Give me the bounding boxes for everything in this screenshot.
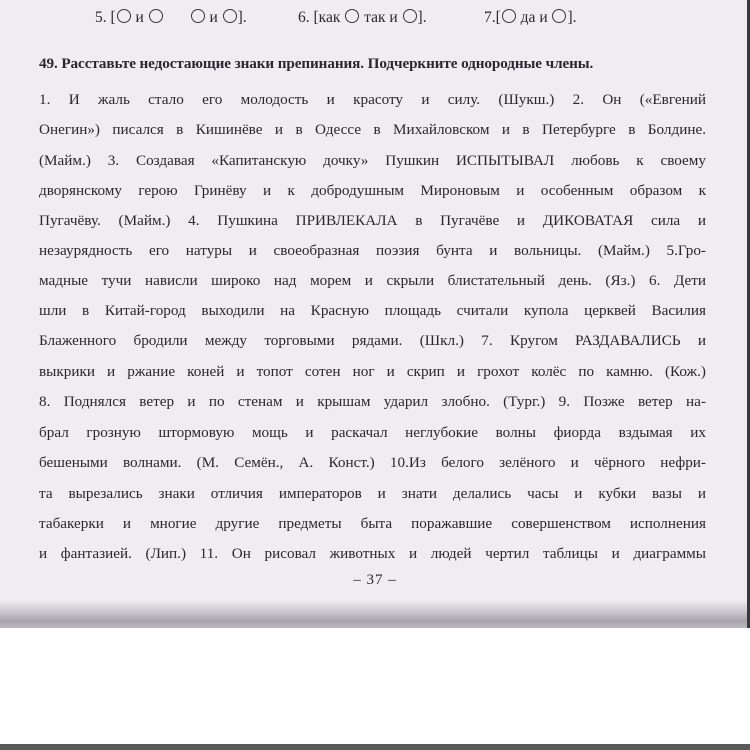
text-line: (Майм.) 3. Создавая «Капитанскую дочку» Пушкин ИСПЫТЫВАЛ любовь к своему	[39, 152, 706, 169]
scheme-7: 7.[ да и ].	[484, 9, 577, 26]
task-title: 49. Расставьте недостающие знаки препинания. Подчеркните однородные члены.	[39, 55, 594, 72]
scheme-5: 5. [ и и ].	[95, 9, 247, 26]
page-number: – 37 –	[353, 572, 397, 588]
text-line: выкрики и ржание коней и топот сотен ног и скрип и грохот колёс по камню. (Кож.)	[39, 363, 706, 380]
text-line: табакерки и многие другие предметы быта поражавшие совершенством исполнения	[39, 515, 706, 532]
page-shadow	[0, 600, 750, 628]
circle-icon	[403, 9, 417, 23]
text-line: Блаженного бродили между торговыми рядами. (Шкл.) 7. Кругом РАЗДАВАЛИСЬ и	[39, 332, 706, 349]
text-line: незаурядность его натуры и своеобразная поэзия бунта и вольницы. (Майм.) 5.Гро-	[39, 242, 706, 259]
text-line: бешеными волнами. (М. Семён., А. Конст.) 10.Из белого зелёного и чёрного нефри-	[39, 454, 706, 471]
text-line: дворянскому герою Гринёву и к добродушным Мироновым и особенным образом к	[39, 182, 706, 199]
text-line: та вырезались знаки отличия императоров и знати делались часы и кубки вазы и	[39, 485, 706, 502]
circle-icon	[149, 9, 163, 23]
scheme-6: 6. [как так и ].	[298, 9, 427, 26]
circle-icon	[117, 9, 131, 23]
text-line: 1. И жаль стало его молодость и красоту и силу. (Шукш.) 2. Он («Евгений	[39, 91, 706, 108]
circle-icon	[502, 9, 516, 23]
text-line: 8. Поднялся ветер и по стенам и крышам ударил злобно. (Тург.) 9. Позже ветер на-	[39, 393, 706, 410]
bottom-border	[0, 744, 750, 750]
circle-icon	[191, 9, 205, 23]
text-line: шли в Китай-город выходили на Красную площадь считали купола церквей Василия	[39, 302, 706, 319]
text-line: Пугачёву. (Майм.) 4. Пушкина ПРИВЛЕКАЛА в Пугачёве и ДИКОВАТАЯ сила и	[39, 212, 706, 229]
circle-icon	[552, 9, 566, 23]
text-line: Онегин») писался в Кишинёве и в Одессе в Михайловском и в Петербурге в Болдине.	[39, 121, 706, 138]
text-line: брал грозную штормовую мощь и раскачал неглубокие волны фиорда вздымая их	[39, 424, 706, 441]
circle-icon	[223, 9, 237, 23]
circle-icon	[345, 9, 359, 23]
text-line: мадные тучи нависли широко над морем и скрыли блистательный день. (Яз.) 6. Дети	[39, 272, 706, 289]
scheme-line	[0, 5, 750, 31]
text-line: и фантазией. (Лип.) 11. Он рисовал животных и людей чертил таблицы и диаграммы	[39, 545, 706, 562]
